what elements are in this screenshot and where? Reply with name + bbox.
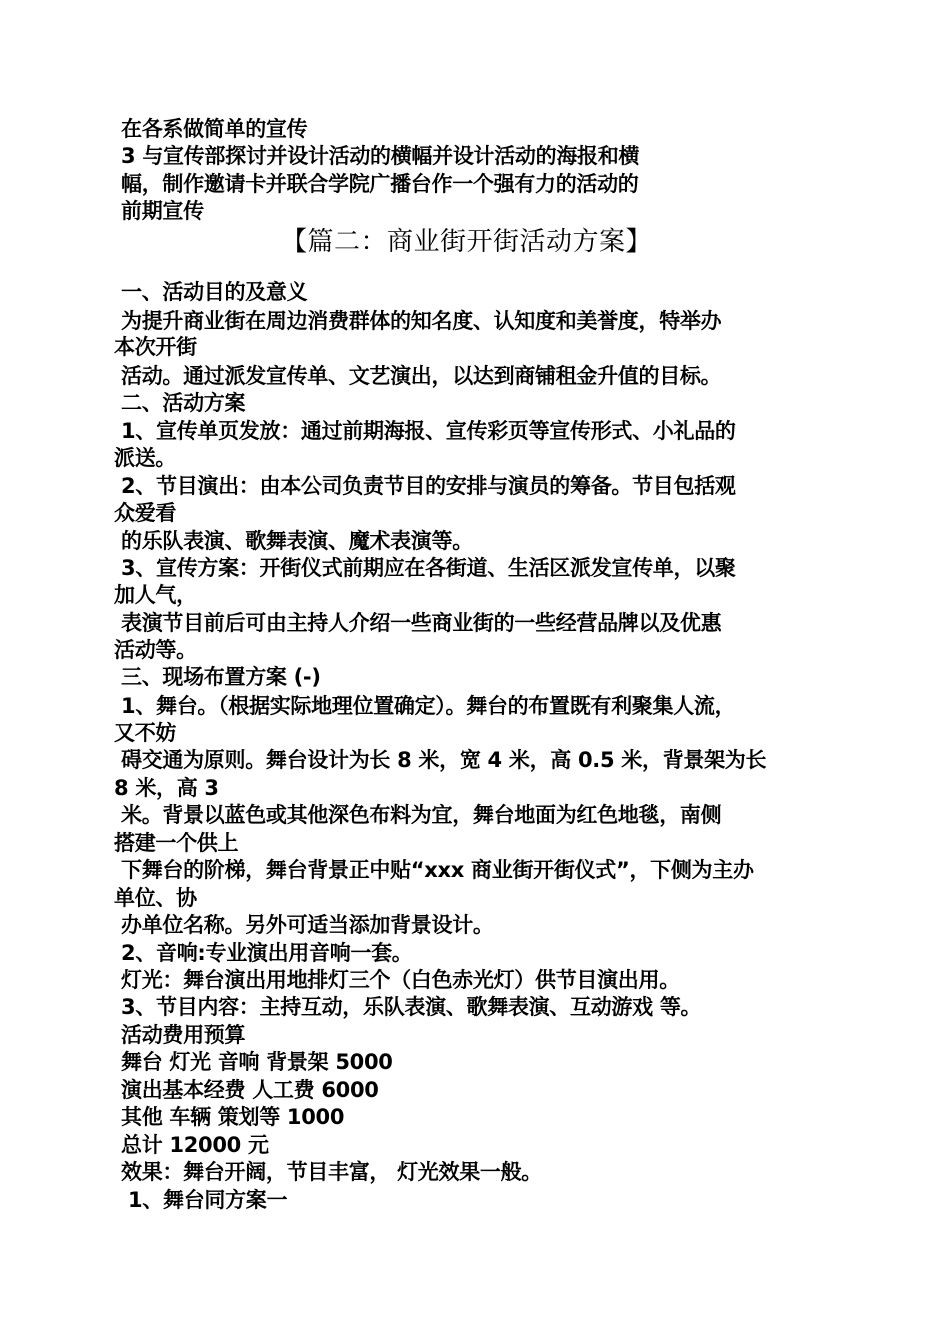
body-line: 2、音响:专业演出用音响一套。 <box>121 941 413 965</box>
section-title: 【篇二：商业街开街活动方案】 <box>281 227 653 257</box>
body-line: 2、节目演出：由本公司负责节目的安排与演员的筹备。节目包括观 <box>121 474 736 498</box>
body-line: 效果：舞台开阔，节目丰富， 灯光效果一般。 <box>121 1160 543 1184</box>
body-line: 8 米，高 3 <box>114 776 219 800</box>
body-line: 表演节目前后可由主持人介绍一些商业街的一些经营品牌以及优惠 <box>121 611 722 635</box>
body-line: 3、宣传方案：开街仪式前期应在各街道、生活区派发宣传单，以聚 <box>121 556 736 580</box>
body-line: 三、现场布置方案 (-) <box>121 665 321 689</box>
body-line: 1、宣传单页发放：通过前期海报、宣传彩页等宣传形式、小礼品的 <box>121 419 736 443</box>
body-line: 1、舞台同方案一 <box>128 1188 288 1212</box>
body-line: 舞台 灯光 音响 背景架 5000 <box>121 1050 393 1074</box>
intro-line: 3 与宣传部探讨并设计活动的横幅并设计活动的海报和横 <box>121 144 640 168</box>
body-line: 活动。通过派发宣传单、文艺演出，以达到商铺租金升值的目标。 <box>121 364 722 388</box>
body-line: 下舞台的阶梯，舞台背景正中贴“xxx 商业街开街仪式”，下侧为主办 <box>121 858 754 882</box>
body-line: 二、活动方案 <box>121 391 246 415</box>
body-line: 本次开街 <box>114 335 197 359</box>
body-line: 活动费用预算 <box>121 1023 246 1047</box>
body-line: 其他 车辆 策划等 1000 <box>121 1105 345 1129</box>
body-line: 总计 12000 元 <box>121 1133 269 1157</box>
body-line: 一、活动目的及意义 <box>121 280 308 304</box>
body-line: 的乐队表演、歌舞表演、魔术表演等。 <box>121 529 473 553</box>
body-line: 众爱看 <box>114 501 177 525</box>
body-line: 单位、协 <box>114 886 197 910</box>
body-line: 活动等。 <box>114 638 197 662</box>
body-line: 派送。 <box>114 446 177 470</box>
body-line: 办单位名称。另外可适当添加背景设计。 <box>121 913 494 937</box>
body-line: 演出基本经费 人工费 6000 <box>121 1078 379 1102</box>
intro-line: 幅，制作邀请卡并联合学院广播台作一个强有力的活动的 <box>121 172 639 196</box>
body-line: 加人气， <box>114 583 197 607</box>
intro-line: 前期宣传 <box>121 199 204 223</box>
body-line: 为提升商业街在周边消费群体的知名度、认知度和美誉度，特举办 <box>121 309 722 333</box>
body-line: 灯光：舞台演出用地排灯三个（白色赤光灯）供节目演出用。 <box>121 968 680 992</box>
body-line: 搭建一个供上 <box>114 831 239 855</box>
body-line: 3、节目内容：主持互动，乐队表演、歌舞表演、互动游戏 等。 <box>121 995 702 1019</box>
body-line: 1、舞台。（根据实际地理位置确定）。舞台的布置既有利聚集人流， <box>121 694 736 718</box>
body-line: 又不妨 <box>114 721 177 745</box>
body-line: 米。背景以蓝色或其他深色布料为宜，舞台地面为红色地毯，南侧 <box>121 803 722 827</box>
body-line: 碍交通为原则。舞台设计为长 8 米，宽 4 米，高 0.5 米，背景架为长 <box>121 748 767 772</box>
intro-line: 在各系做简单的宣传 <box>121 117 308 141</box>
